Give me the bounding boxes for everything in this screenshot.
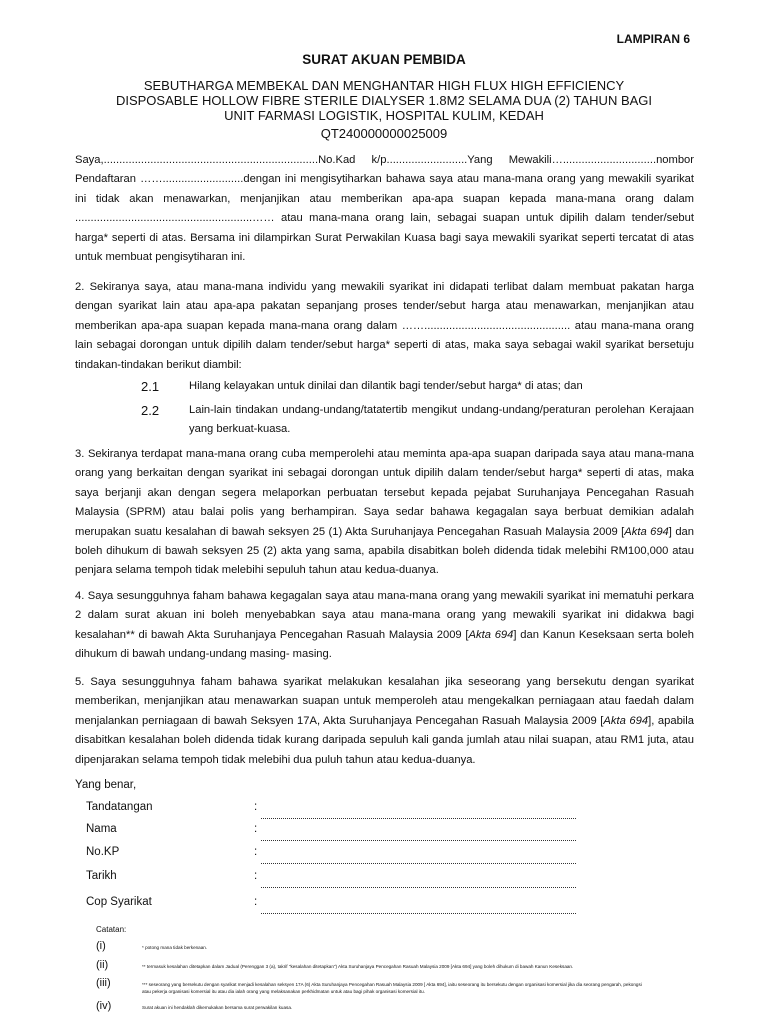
note-text: * potong mana tidak berkenaan. xyxy=(142,945,208,950)
field-label: Cop Syarikat xyxy=(86,896,152,908)
field-colon: : xyxy=(254,870,258,882)
paragraph-text: 5. Saya sesungguhnya faham bahawa syarikat melakukan kesalahan jika seseorang yang bersekutu dengan syarikat memberikan, menjanjikan atau menawarkan suapan untuk memperoleh atau mengekalkan perniagaan atau faedah dalam menjalankan perniagaan di bawah Seksyen 17A, Akta Suruhanjaya Pencegahan Rasuah Malaysia 2009 [ xyxy=(75,676,694,727)
note-marker: (iv) xyxy=(96,1000,112,1012)
note-marker: (i) xyxy=(96,940,106,952)
paragraph-text: 4. Saya sesungguhnya faham bahawa kegagalan saya atau mana-mana orang yang mewakili syarikat ini mematuhi perkara 2 dalam surat akuan ini boleh menyebabkan saya atau mana-mana orang yang mewakili syarikat ini didakwa bagi kesalahan** di bawah Akta Suruhanjaya Pencegahan Rasuah Malaysia 2009 [ xyxy=(75,590,694,641)
paragraph-2: 2. Sekiranya saya, atau mana-mana individu yang mewakili syarikat ini didapati terlibat dalam membuat pakatan harga dengan syarikat lain atau apa-apa pakatan sepanjang proses tender/sebut harga atau menawarkan, menjanjikan atau memberikan apa-apa suapan kepada mana-mana orang dalam ……............................................... atau mana-mana orang lain sebagai dorongan untuk dipilih dalam tender/sebut harga* seperti di atas, maka saya sebagai wakil syarikat bersetuju tindakan-tindakan berikut diambil: xyxy=(75,281,694,371)
reference-number: QT240000000025009 xyxy=(320,126,448,141)
paragraph-text: ] dan boleh dihukum di bawah seksyen 25 (2) akta yang sama, apabila disabitkan boleh didenda tidak melebihi RM100,000 atau penjara selama tempoh tidak melebihi sepuluh tahun atau kedua-duanya. xyxy=(75,525,694,577)
clause-text: Hilang kelayakan untuk dinilai dan dilantik bagi tender/sebut harga* di atas; dan xyxy=(189,380,583,392)
field-label: Nama xyxy=(86,823,117,835)
document-title: SURAT AKUAN PEMBIDA xyxy=(302,52,466,67)
ic-number-line[interactable] xyxy=(261,863,576,864)
paragraph-text: 3. Sekiranya terdapat mana-mana orang cuba memperolehi atau meminta apa-apa suapan daripada saya atau mana-mana orang yang berkaitan dengan syarikat ini sebagai dorongan untuk dipilih dalam tender/sebut harga* seperti di atas, maka saya berjanji akan dengan segera melaporkan perbuatan tersebut kepada pejabat Suruhanjaya Pencegahan Rasuah Malaysia (SPRM) atau balai polis yang berhampiran. Saya sedar bahawa kegagalan saya berbuat demikian adalah merupakan suatu kesalahan di bawah seksyen 25 (1) Akta Suruhanjaya Pencegahan Rasuah Malaysia 2009 [ xyxy=(75,448,694,538)
closing-salutation: Yang benar, xyxy=(75,779,137,791)
notes-heading: Catatan: xyxy=(96,925,127,934)
field-colon: : xyxy=(254,823,258,835)
clause-text: Lain-lain tindakan undang-undang/tatatertib mengikut undang-undang/peraturan perolehan Kerajaan yang berkuat-kuasa. xyxy=(189,404,694,436)
note-marker: (ii) xyxy=(96,959,109,971)
field-colon: : xyxy=(254,801,258,813)
subject-line: SEBUTHARGA MEMBEKAL DAN MENGHANTAR HIGH FLUX HIGH EFFICIENCY xyxy=(143,78,625,93)
name-row[interactable] xyxy=(86,823,576,845)
signature-line[interactable] xyxy=(261,818,576,819)
company-stamp-row[interactable] xyxy=(86,896,576,918)
field-colon: : xyxy=(254,846,258,858)
company-stamp-line[interactable] xyxy=(261,913,576,914)
subject-line: UNIT FARMASI LOGISTIK, HOSPITAL KULIM, KEDAH xyxy=(224,108,544,123)
appendix-label: LAMPIRAN 6 xyxy=(616,32,690,46)
note-marker: (iii) xyxy=(96,977,111,989)
clause-number: 2.2 xyxy=(141,403,160,418)
name-line[interactable] xyxy=(261,840,576,841)
paragraph-3 xyxy=(75,445,694,581)
paragraph-text: ], apabila disabitkan kesalahan boleh didenda tidak kurang daripada sepuluh kali ganda jumlah atau nilai suapan, atau RM1 juta, atau dipenjarakan selama tempoh tidak melebihi dua puluh tahun atau kedua-duanya. xyxy=(75,714,694,766)
field-label: Tarikh xyxy=(86,870,117,882)
clause-number: 2.1 xyxy=(141,379,160,394)
note-text: *** seseorang yang bersekutu dengan syarikat menjadi kesalahan seksyen 17A (6) Akta Suruhanjaya Pencegahan Rasuah Malaysia 2009 [ Akta 694], iaitu seseorang itu bersekutu dengan organisasi komersial jika dia seorang pengarah, pekongsi atau pekerja organisasi komersial itu atau dia ialah orang yang melaksanakan perkhidmatan untuk atau bagi pihak organisasi komersial itu. xyxy=(142,982,642,994)
act-reference: Akta 694 xyxy=(468,628,514,641)
subject-line: DISPOSABLE HOLLOW FIBRE STERILE DIALYSER 1.8M2 SELAMA DUA (2) TAHUN BAGI xyxy=(115,93,653,108)
field-colon: : xyxy=(254,896,258,908)
paragraph-text: ] dan Kanun Keseksaan serta boleh dihukum di bawah undang-undang masing- masing. xyxy=(75,628,694,661)
paragraph-1: Saya,.....................................................................No.Kad k/p..........................Yang Mewakili…..............................nombor Pendaftaran ……..........................dengan ini mengisytiharkan bahawa saya atau mana-mana orang yang mewakili syarikat ini tidak akan menawarkan, menjanjikan atau memberikan apa-apa suapan kepada mana-mana orang dalam .........................................................…… atau mana-mana orang lain, sebagai suapan untuk dipilih dalam tender/sebut harga* seperti di atas. Bersama ini dilampirkan Surat Perwakilan Kuasa bagi saya mewakili syarikat seperti tercatat di atas untuk membuat pengisytiharan ini. xyxy=(75,154,694,264)
note-text: ** termasuk kesalahan ditetapkan dalam Jadual (Perenggan 3 (a), takrif "kesalahan ditetapkan") Akta Suruhanjaya Pencegahan Rasuah Malaysia 2009 [Akta 694] yang boleh dihukum di bawah Kanun Keseksaan. xyxy=(142,964,574,969)
clause-2-1 xyxy=(141,377,694,396)
date-line[interactable] xyxy=(261,887,576,888)
clause-2-2 xyxy=(141,401,694,440)
tender-subject xyxy=(90,78,678,123)
date-row[interactable] xyxy=(86,870,576,892)
signature-row[interactable] xyxy=(86,801,576,823)
paragraph-4 xyxy=(75,587,694,665)
paragraph-5 xyxy=(75,673,694,770)
field-label: No.KP xyxy=(86,846,120,858)
ic-number-row[interactable] xyxy=(86,846,576,868)
act-reference: Akta 694 xyxy=(603,714,649,727)
note-text: Surat akuan ini hendaklah dikemukakan bersama surat perwakilan kuasa. xyxy=(142,1005,293,1010)
field-label: Tandatangan xyxy=(86,801,153,813)
act-reference: Akta 694 xyxy=(624,525,669,538)
